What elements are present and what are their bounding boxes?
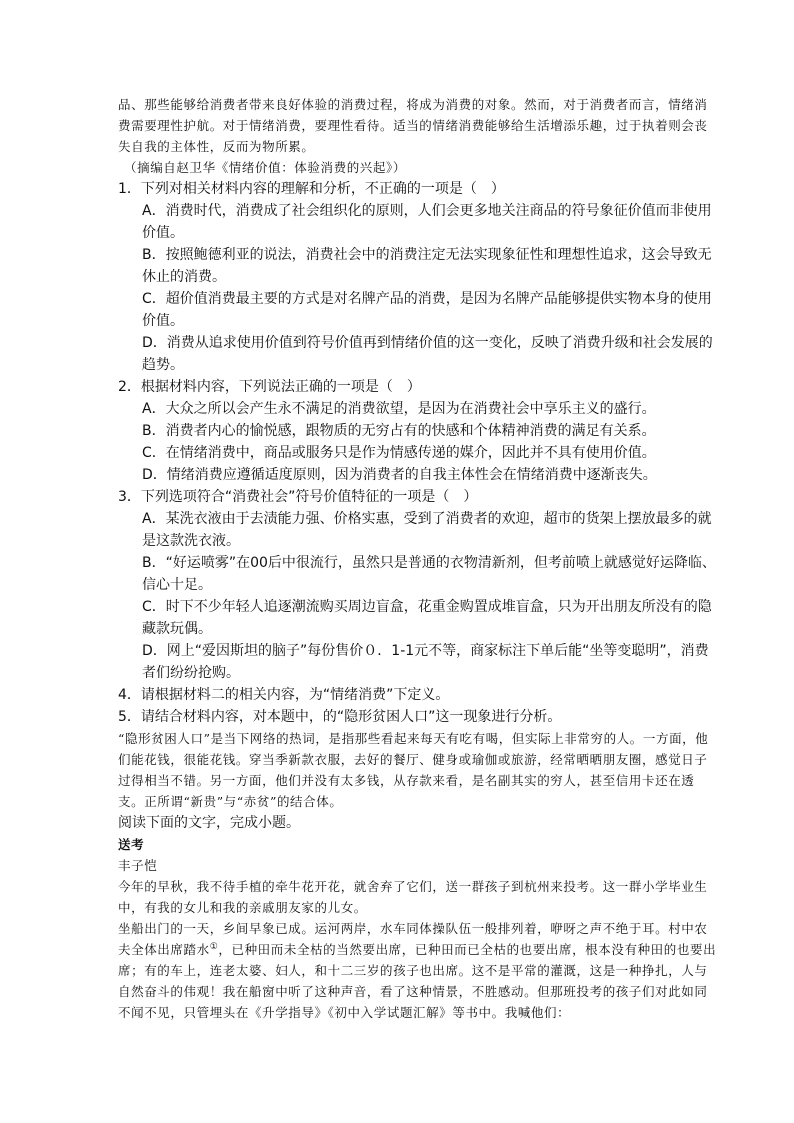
option-d: D．网上“爱因斯坦的脑子”每份售价０．1-1元不等，商家标注下单后能“坐等变聪明”，消费者们纷纷抢购。 <box>142 643 709 681</box>
footnote-marker[interactable]: ① <box>209 941 219 952</box>
question-stem: 3．下列选项符合“消费社会”符号价值特征的一项是（ ） <box>118 489 478 505</box>
option-b: B．按照鲍德利亚的说法，消费社会中的消费注定无法实现象征性和理想性追求，这会导致无休止的消费。 <box>142 247 712 285</box>
option-b: B．消费者内心的愉悦感，跟物质的无穷占有的快感和个体精神消费的满足有关系。 <box>142 423 656 439</box>
option-c: C．在情绪消费中，商品或服务只是作为情感传递的媒介，因此并不具有使用价值。 <box>142 445 656 461</box>
story-paragraph <box>118 918 718 1023</box>
question-5-material <box>118 728 718 812</box>
passage-paragraph: 品、那些能够给消费者带来良好体验的消费过程，将成为消费的对象。然而，对于消费者而言，情绪消费需要理性护航。对于情绪消费，要理性看待。适当的情绪消费能够给生活增添乐趣，过于执着则会丧失自我的主体性，反而为物所累。 <box>118 97 708 154</box>
option-d: D．情绪消费应遵循适度原则，因为消费者的自我主体性会在情绪消费中逐渐丧失。 <box>142 467 657 483</box>
story-text: 坐船出门的一天，乡间早象已成。运河两岸，水车同体操队伍一般排列着，咿呀之声不绝于耳。村中农夫全体出席踏水 <box>118 921 708 957</box>
question-stem: 1．下列对相关材料内容的理解和分析，不正确的一项是（ ） <box>118 181 505 197</box>
story-author: 丰子恺 <box>118 858 158 873</box>
instruction-text: 阅读下面的文字，完成小题。 <box>118 815 300 831</box>
passage-source: （摘编自赵卫华《情绪价值：体验消费的兴起》） <box>124 160 406 175</box>
option-c: C．超价值消费最主要的方式是对名牌产品的消费，是因为名牌产品能够提供实物本身的使用价值。 <box>142 291 712 329</box>
question-1 <box>118 178 718 376</box>
story-section <box>118 834 718 1023</box>
passage-excerpt <box>118 94 718 178</box>
question-3 <box>118 486 718 684</box>
material-paragraph: “隐形贫困人口”是当下网络的热词，是指那些看起来每天有吃有喝，但实际上非常穷的人。一方面，他们能花钱，很能花钱。穿当季新款衣服，去好的餐厅、健身或瑜伽或旅游，经常晒晒朋友圈，感觉日子过得相当不错。另一方面，他们并没有太多钱，从存款来看，是名副其实的穷人，甚至信用卡还在透支。正所谓“新贵”与“赤贫”的结合体。 <box>118 731 709 809</box>
question-list <box>118 178 718 728</box>
document-page <box>118 94 718 1023</box>
option-d: D．消费从追求使用价值到符号价值再到情绪价值的这一变化，反映了消费升级和社会发展的趋势。 <box>142 335 713 373</box>
option-a: A．大众之所以会产生永不满足的消费欲望，是因为在消费社会中享乐主义的盛行。 <box>142 401 656 417</box>
option-c: C．时下不少年轻人追逐潮流购买周边盲盒，花重金购置成堆盲盒，只为开出朋友所没有的隐藏款玩偶。 <box>142 599 712 637</box>
option-b: B．“好运喷雾”在00后中很流行，虽然只是普通的衣物清新剂，但考前喷上就感觉好运降临、信心十足。 <box>142 555 716 593</box>
question-5: 5．请结合材料内容，对本题中，的“隐形贫困人口”这一现象进行分析。 <box>118 709 562 725</box>
question-4: 4．请根据材料二的相关内容，为“情绪消费”下定义。 <box>118 687 450 703</box>
question-2 <box>118 376 718 486</box>
question-stem: 2．根据材料内容，下列说法正确的一项是（ ） <box>118 379 421 395</box>
story-paragraph: 今年的早秋，我不待手植的牵牛花开花，就舍弃了它们，送一群孩子到杭州来投考。这一群小学毕业生中，有我的女儿和我的亲戚朋友家的儿女。 <box>118 879 708 915</box>
story-text: ，已种田而未全枯的当然要出席，已种田而已全枯的也要出席，根本没有种田的也要出席；有的车上，连老太婆、妇人，和十二三岁的孩子也出席。这不是平常的灌溉，这是一种挣扎，人与自然奋斗的伟观！我在船窗中听了这种声音，看了这种情景，不胜感动。但那班投考的孩子们对此如同不闻不见，只管埋头在《升学指导》《初中入学试题汇解》等书中。我喊他们： <box>118 942 717 1020</box>
reading-instruction <box>118 812 718 834</box>
option-a: A．消费时代，消费成了社会组织化的原则，人们会更多地关注商品的符号象征价值而非使用价值。 <box>142 203 712 241</box>
story-title: 送考 <box>118 837 145 852</box>
option-a: A．某洗衣液由于去渍能力强、价格实惠，受到了消费者的欢迎，超市的货架上摆放最多的就是这款洗衣液。 <box>142 511 712 549</box>
